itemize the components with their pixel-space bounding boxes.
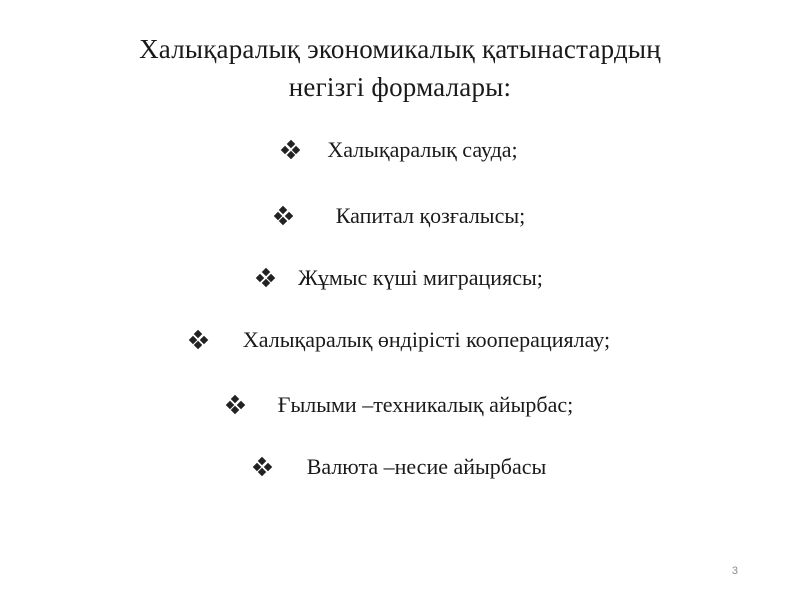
- slide-title-line-2: негізгі формалары:: [288, 72, 512, 102]
- diamond-bullet-icon: [254, 458, 271, 475]
- list-item-label: Капитал қозғалысы;: [335, 203, 526, 228]
- diamond-bullet-icon: [282, 141, 299, 158]
- list-item: [0, 325, 800, 355]
- list-item-label: Халықаралық өндірісті кооперациялау;: [242, 327, 611, 352]
- list-item: [0, 263, 800, 293]
- list-item-label: Жұмыс күші миграциясы;: [298, 265, 543, 290]
- diamond-bullet-icon: [227, 396, 244, 413]
- list-item: [0, 390, 800, 420]
- diamond-bullet-icon: [190, 331, 207, 348]
- list-item: [0, 201, 800, 231]
- list-item-label: Ғылыми –техникалық айырбас;: [277, 392, 574, 417]
- diamond-bullet-icon: [275, 207, 292, 224]
- slide-title-line-1: Халықаралық экономикалық қатынастардың: [139, 34, 661, 64]
- list-item: [0, 135, 800, 165]
- page-number: 3: [731, 565, 738, 577]
- list-item: [0, 452, 800, 482]
- list-item-label: Валюта –несие айырбасы: [306, 454, 547, 479]
- diamond-bullet-icon: [257, 269, 274, 286]
- list-item-label: Халықаралық сауда;: [327, 137, 518, 162]
